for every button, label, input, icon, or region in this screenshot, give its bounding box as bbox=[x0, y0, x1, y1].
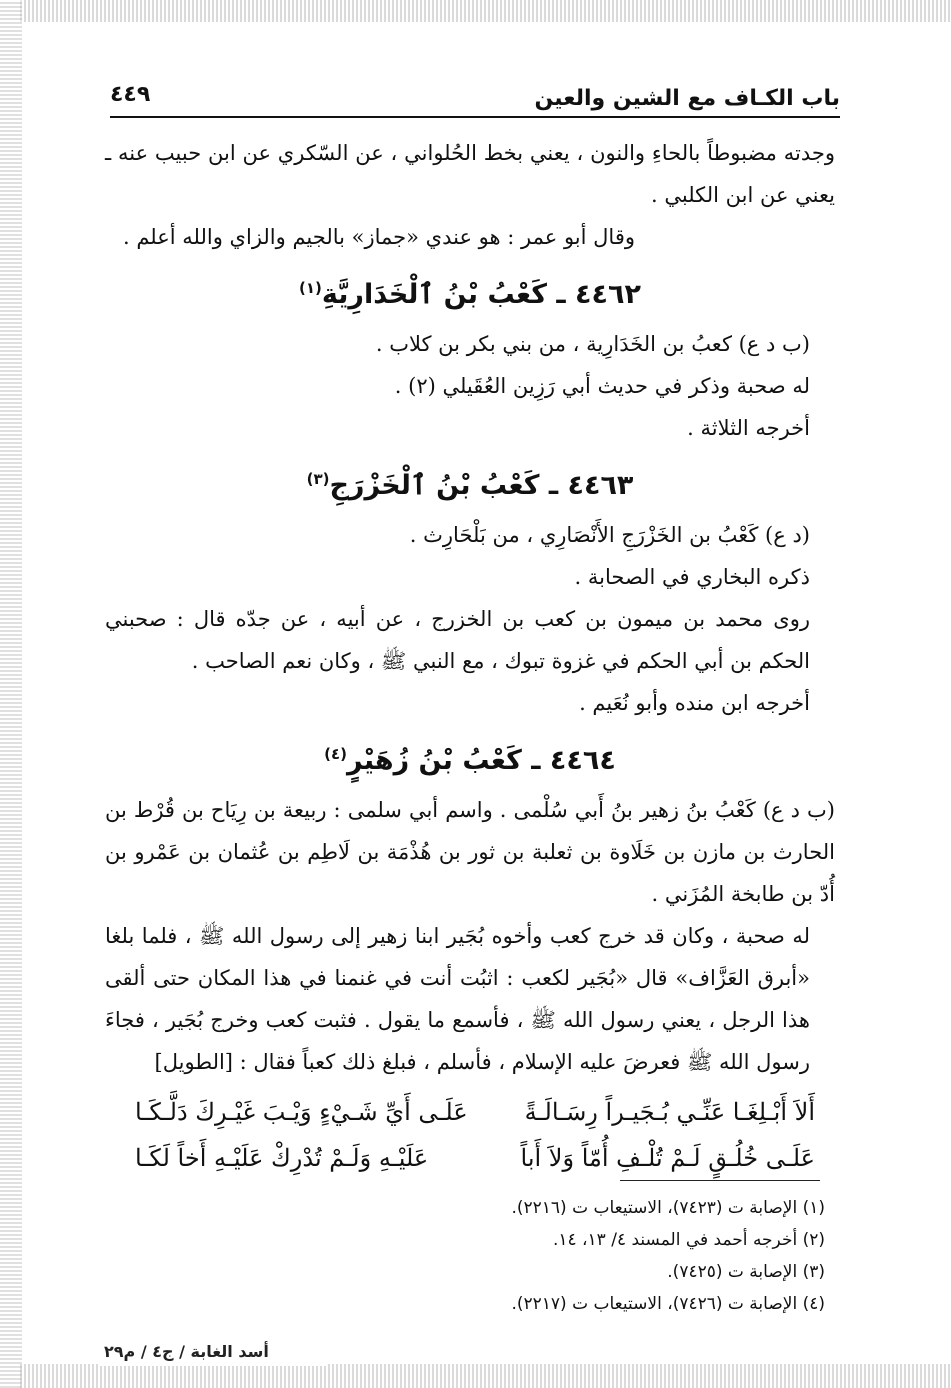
entry-heading bbox=[105, 262, 835, 321]
footnote-ref: (٤) bbox=[324, 745, 348, 763]
decorative-border-left bbox=[0, 0, 22, 1388]
entry-heading bbox=[105, 453, 835, 512]
entry-line: (ب د ع) كعبُ بن الخَدَارِية ، من بني بكر بن كلاب . bbox=[375, 332, 810, 356]
entry-line: (د ع) كَعْبُ بن الخَزْرَجِ الأَنْصَارِي ، من بَلْحَارِث . bbox=[409, 523, 810, 547]
entry-heading-text: ٤٤٦٢ ـ كَعْبُ بْنُ ٱلْخَدَارِيَّةِ bbox=[321, 279, 641, 310]
decorative-border-top bbox=[20, 0, 951, 22]
entry-line: ذكره البخاري في الصحابة . bbox=[574, 565, 810, 589]
poem-second-hemistich: عَلَـى أَيِّ شَـيْءٍ وَيْـبَ غَيْـرِكَ دَلَّـكَـا bbox=[135, 1098, 468, 1126]
footnote: (٣) الإصابة ت (٧٤٢٥). bbox=[667, 1262, 825, 1282]
footnotes bbox=[420, 1192, 825, 1320]
paragraph: وجدته مضبوطاً بالحاءِ والنون ، يعني بخط الحُلواني ، عن السّكري عن ابن حبيب عنه ـ يعني عن ابن الكلبي . bbox=[105, 141, 835, 207]
entry-line: له صحبة ، وكان قد خرج كعب وأخوه بُجَير ابنا زهير إلى رسول الله ﷺ ، فلما بلغا «أبرق العَزَّاف» قال «بُجَير لكعب : اثبُت أنت في غنمنا في هذا المكان حتى ألقى هذا الرجل ، يعني رسول الله ﷺ ، فأسمع ما يقول . فثبت كعب وخرج بُجَير ، فجاءَ رسول الله ﷺ فعرضَ عليه الإسلام ، فأسلم ، فبلغ ذلك كعباً فقال : [الطويل] bbox=[105, 924, 810, 1074]
poem-first-hemistich: عَلَـى خُلُـقٍ لَـمْ تُلْـفِ أُمّاً وَلاَ أَباً bbox=[520, 1144, 815, 1172]
footnote: (١) الإصابة ت (٧٤٢٣)، الاستيعاب ت (٢٢١٦). bbox=[511, 1198, 825, 1218]
entry-heading bbox=[105, 728, 835, 787]
entry-heading-text: ٤٤٦٤ ـ كَعْبُ بْنُ زُهَيْرٍ bbox=[347, 745, 616, 776]
footnote: (٢) أخرجه أحمد في المسند ٤/ ١٣، ١٤. bbox=[552, 1230, 825, 1250]
entry-heading-text: ٤٤٦٣ ـ كَعْبُ بْنُ ٱلْخَزْرَجِ bbox=[329, 470, 634, 501]
entry-line: له صحبة وذكر في حديث أبي رَزِين العُقَيلي (٢) . bbox=[394, 374, 810, 398]
footnote: (٤) الإصابة ت (٧٤٢٦)، الاستيعاب ت (٢٢١٧). bbox=[511, 1294, 825, 1314]
footnote-separator bbox=[620, 1180, 820, 1181]
page-number: ٤٤٩ bbox=[110, 82, 151, 107]
entry-line: أخرجه ابن منده وأبو نُعَيم . bbox=[579, 691, 810, 715]
decorative-border-bottom bbox=[20, 1364, 951, 1388]
footer-stamp: أسد الغابة / ج٤ / م٢٩ bbox=[100, 1342, 328, 1366]
chapter-title: باب الكـاف مع الشين والعين bbox=[534, 86, 840, 111]
running-header bbox=[110, 78, 840, 118]
entry-line: أخرجه الثلاثة . bbox=[687, 416, 810, 440]
poem-verse bbox=[105, 1089, 835, 1135]
poem-verse bbox=[105, 1135, 835, 1181]
page-body bbox=[105, 132, 835, 1181]
poem bbox=[105, 1089, 835, 1181]
paragraph: وقال أبو عمر : هو عندي «جماز» بالجيم والزاي والله أعلم . bbox=[122, 225, 635, 249]
entry-line: روى محمد بن ميمون بن كعب بن الخزرج ، عن أبيه ، عن جدّه قال : صحبني الحكم بن أبي الحكم في غزوة تبوك ، مع النبي ﷺ ، وكان نعم الصاحب . bbox=[105, 607, 810, 673]
footnote-ref: (٣) bbox=[306, 470, 330, 488]
footnote-ref: (١) bbox=[299, 279, 322, 297]
poem-second-hemistich: عَلَيْـهِ وَلَـمْ تُدْرِكْ عَلَيْـهِ أَخاً لَكَـا bbox=[135, 1144, 429, 1172]
poem-first-hemistich: أَلاَ أَبْـلِغَـا عَنِّـي بُـجَيـراً رِسَـالَـةً bbox=[524, 1098, 815, 1126]
entry-line: (ب د ع) كَعْبُ بنُ زهير بنُ أَبي سُلْمى . واسم أبي سلمى : ربيعة بن رِيَاح بن قُرْط بن الحارث بن مازن بن خَلَاوة بن ثعلبة بن ثور بن هُذْمَة بن لَاطِم بن عُثمان بن عَمْرو بن أُدّ بن طابخة المُزَني . bbox=[105, 798, 835, 906]
